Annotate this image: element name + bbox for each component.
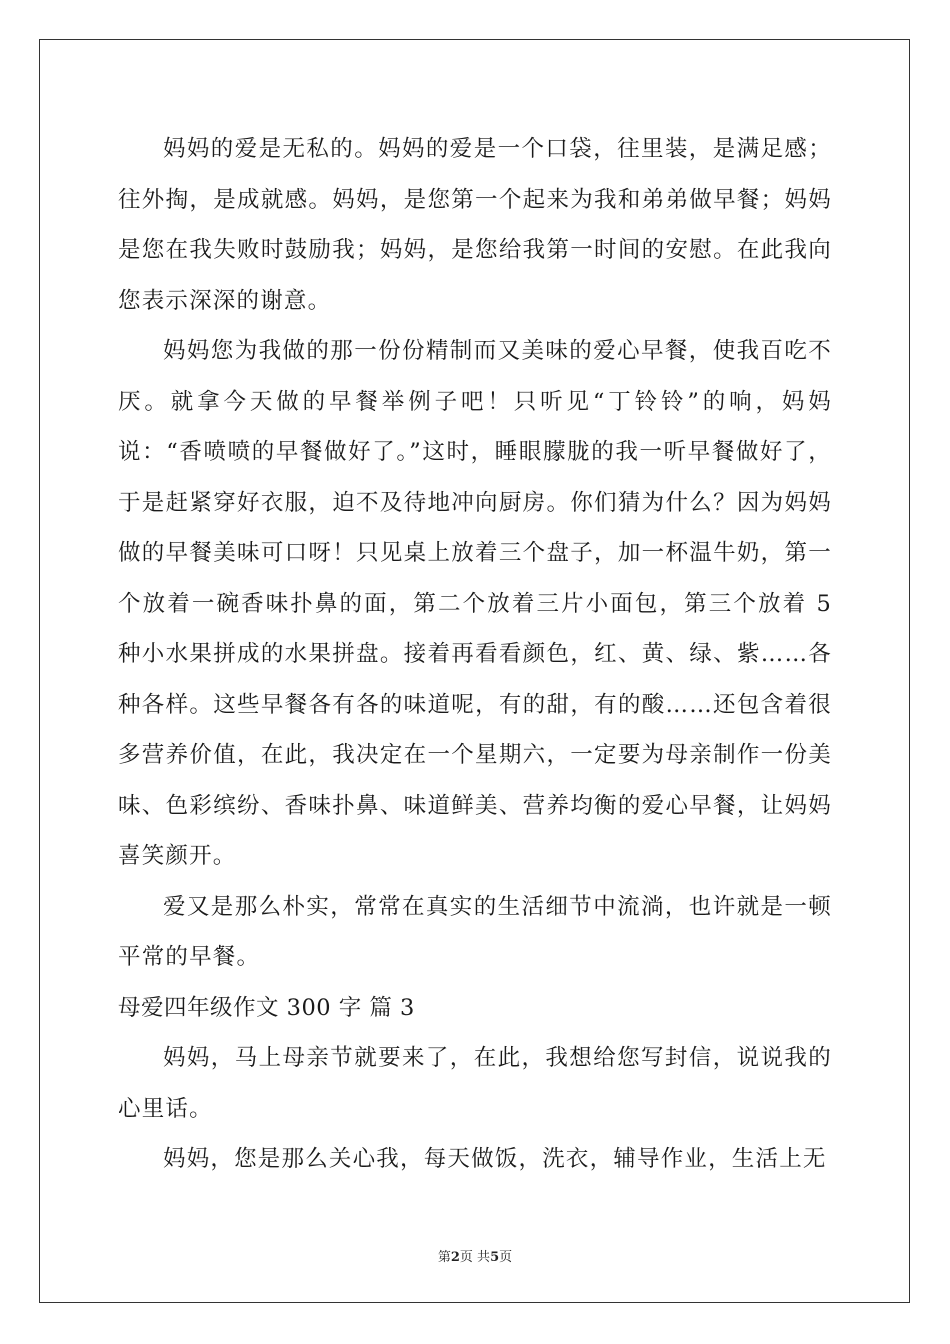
footer-page-mid: 页 共	[459, 1250, 491, 1265]
footer-page-total: 5	[490, 1250, 500, 1265]
document-body	[118, 124, 832, 1185]
section-heading: 母爱四年级作文 300 字 篇 3	[118, 994, 415, 1021]
footer-page-current: 2	[450, 1250, 460, 1265]
paragraph-2: 妈妈您为我做的那一份份精制而又美味的爱心早餐，使我百吃不厌。就拿今天做的早餐举例子吧！只听见“丁铃铃”的响，妈妈说：“香喷喷的早餐做好了。”这时，睡眼朦胧的我一听早餐做好了，于是赶紧穿好衣服，迫不及待地冲向厨房。你们猜为什么？因为妈妈做的早餐美味可口呀！只见桌上放着三个盘子，加一杯温牛奶，第一个放着一碗香味扑鼻的面，第二个放着三片小面包，第三个放着 5 种小水果拼成的水果拼盘。接着再看看颜色，红、黄、绿、紫……各种各样。这些早餐各有各的味道呢，有的甜，有的酸……还包含着很多营养价值，在此，我决定在一个星期六，一定要为母亲制作一份美味、色彩缤纷、香味扑鼻、味道鲜美、营养均衡的爱心早餐，让妈妈喜笑颜开。	[118, 338, 832, 869]
paragraph-1: 妈妈的爱是无私的。妈妈的爱是一个口袋，往里装，是满足感；往外掏，是成就感。妈妈，是您第一个起来为我和弟弟做早餐；妈妈是您在我失败时鼓励我；妈妈，是您给我第一时间的安慰。在此我向您表示深深的谢意。	[118, 136, 832, 314]
paragraph-4: 妈妈，马上母亲节就要来了，在此，我想给您写封信，说说我的心里话。	[118, 1045, 832, 1122]
paragraph-3: 爱又是那么朴实，常常在真实的生活细节中流淌，也许就是一顿平常的早餐。	[118, 893, 832, 970]
page-footer	[0, 1246, 950, 1265]
paragraph-5: 妈妈，您是那么关心我，每天做饭，洗衣，辅导作业，生活上无	[163, 1146, 827, 1172]
footer-page-suffix: 页	[499, 1250, 513, 1265]
footer-page-prefix: 第	[437, 1250, 451, 1265]
